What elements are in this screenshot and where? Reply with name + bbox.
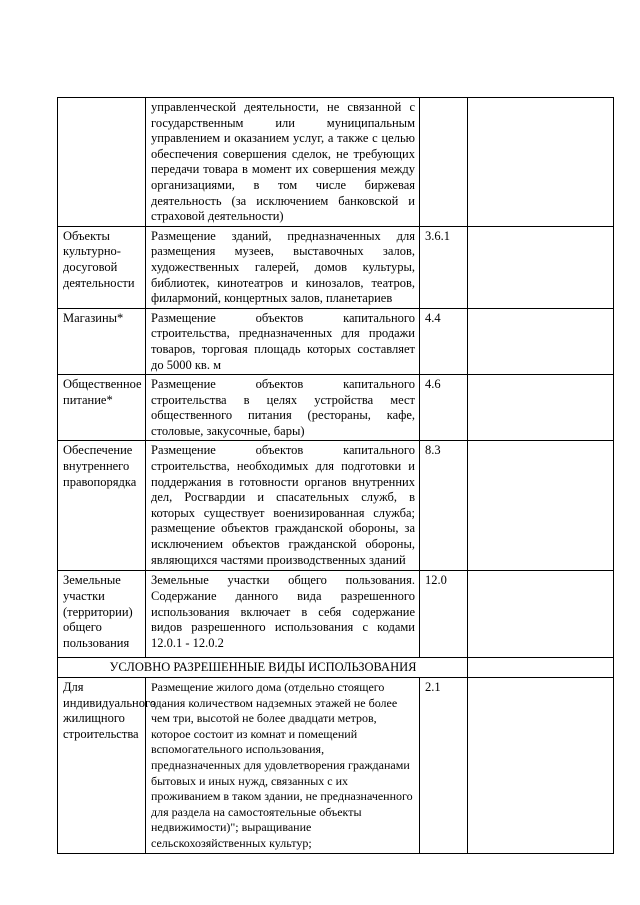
table-row <box>58 226 614 308</box>
use-code-cell: 2.1 <box>420 678 468 854</box>
use-description-cell: Размещение жилого дома (отдельно стоящего здания количеством надземных этажей не более чем три, высотой не более двадцати метров, которое состоит из комнат и помещений вспомогательного использования, предназначенных для удовлетворения гражданами бытовых и иных нужд, связанных с их проживанием в таком здании, не предназначенного для раздела на самостоятельные объекты недвижимости)"; выращивание сельскохозяйственных культур; <box>146 678 420 854</box>
table-row <box>58 375 614 441</box>
use-name-cell: Объекты культурно-досуговой деятельности <box>58 226 146 308</box>
use-name-cell <box>58 98 146 227</box>
table-row <box>58 441 614 571</box>
use-description-cell: управленческой деятельности, не связанной с государственным или муниципальным управлением и оказанием услуг, а также с целью обеспечения совершения сделок, не требующих передачи товара в момент их совершения между организациями, в том числе биржевая деятельность (за исключением банковской и страховой деятельности) <box>146 98 420 227</box>
use-code-cell: 4.4 <box>420 308 468 374</box>
use-description-cell: Размещение объектов капитального строительства, необходимых для подготовки и поддержания в готовности органов внутренних дел, Росгвардии и спасательных служб, в которых существует военизированная служба; размещение объектов гражданской обороны, за исключением объектов гражданской обороны, являющихся частями производственных зданий <box>146 441 420 571</box>
use-description-cell: Земельные участки общего пользования. Содержание данного вида разрешенного использования включает в себя содержание видов разрешенного использования с кодами 12.0.1 - 12.0.2 <box>146 571 420 658</box>
empty-cell <box>468 658 614 678</box>
use-code-cell <box>420 98 468 227</box>
use-code-cell: 8.3 <box>420 441 468 571</box>
use-name-cell: Магазины* <box>58 308 146 374</box>
empty-cell <box>468 571 614 658</box>
use-description-cell: Размещение объектов капитального строительства, предназначенных для продажи товаров, торговая площадь которых составляет до 5000 кв. м <box>146 308 420 374</box>
section-header-row <box>58 658 614 678</box>
section-title: УСЛОВНО РАЗРЕШЕННЫЕ ВИДЫ ИСПОЛЬЗОВАНИЯ <box>58 658 468 678</box>
use-name-cell: Для индивидуального жилищного строительства <box>58 678 146 854</box>
use-name-cell: Общественное питание* <box>58 375 146 441</box>
table-row <box>58 308 614 374</box>
table-row <box>58 571 614 658</box>
empty-cell <box>468 441 614 571</box>
table-row <box>58 678 614 854</box>
use-code-cell: 4.6 <box>420 375 468 441</box>
empty-cell <box>468 308 614 374</box>
table-row <box>58 98 614 227</box>
use-description-cell: Размещение зданий, предназначенных для размещения музеев, выставочных залов, художественных галерей, домов культуры, библиотек, кинотеатров и кинозалов, театров, филармоний, концертных залов, планетариев <box>146 226 420 308</box>
use-code-cell: 12.0 <box>420 571 468 658</box>
empty-cell <box>468 98 614 227</box>
use-name-cell: Обеспечение внутреннего правопорядка <box>58 441 146 571</box>
empty-cell <box>468 375 614 441</box>
use-description-cell: Размещение объектов капитального строительства в целях устройства мест общественного питания (рестораны, кафе, столовые, закусочные, бары) <box>146 375 420 441</box>
use-code-cell: 3.6.1 <box>420 226 468 308</box>
use-name-cell: Земельные участки (территории) общего пользования <box>58 571 146 658</box>
land-use-table <box>57 97 614 854</box>
empty-cell <box>468 678 614 854</box>
empty-cell <box>468 226 614 308</box>
